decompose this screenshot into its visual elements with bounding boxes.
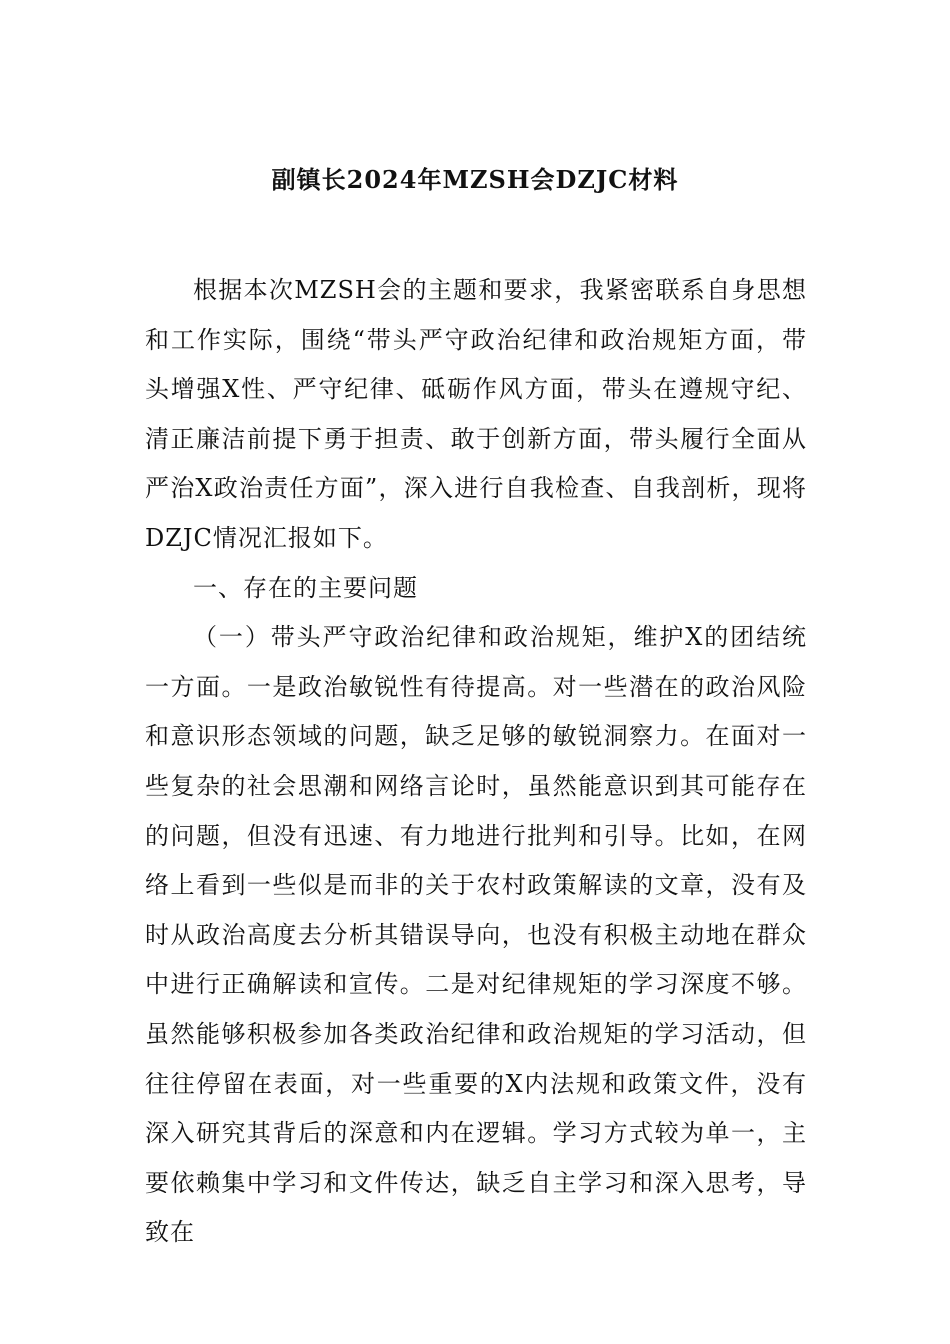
body-paragraph: （一）带头严守政治纪律和政治规矩，维护X的团结统一方面。一是政治敏锐性有待提高。对一些潜在的政治风险和意识形态领域的问题，缺乏足够的敏锐洞察力。在面对一些复杂的社会思潮和网络言论时，虽然能意识到其可能存在的问题，但没有迅速、有力地进行批判和引导。比如，在网络上看到一些似是而非的关于农村政策解读的文章，没有及时从政治高度去分析其错误导向，也没有积极主动地在群众中进行正确解读和宣传。二是对纪律规矩的学习深度不够。虽然能够积极参加各类政治纪律和政治规矩的学习活动，但往往停留在表面，对一些重要的X内法规和政策文件，没有深入研究其背后的深意和内在逻辑。学习方式较为单一，主要依赖集中学习和文件传达，缺乏自主学习和深入思考，导致在 bbox=[145, 623, 807, 1247]
intro-paragraph: 根据本次MZSH会的主题和要求，我紧密联系自身思想和工作实际，围绕“带头严守政治纪律和政治规矩方面，带头增强X性、严守纪律、砥砺作风方面，带头在遵规守纪、清正廉洁前提下勇于担责、敢于创新方面，带头履行全面从严治X政治责任方面”，深入进行自我检查、自我剖析，现将DZJC情况汇报如下。 bbox=[145, 276, 807, 552]
document-body bbox=[145, 266, 807, 1258]
document-title: 副镇长2024年MZSH会DZJC材料 bbox=[271, 165, 679, 194]
section-heading: 一、存在的主要问题 bbox=[193, 573, 418, 602]
